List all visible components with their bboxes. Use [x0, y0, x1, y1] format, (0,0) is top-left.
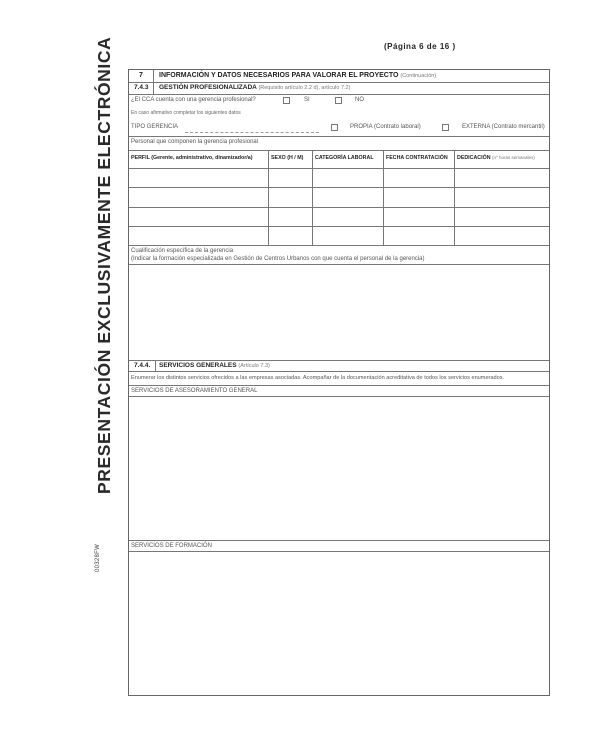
form-frame [128, 69, 550, 696]
propia-label: PROPIA (Contrato laboral) [350, 124, 421, 130]
section-743-number: 7.4.3 [134, 84, 149, 91]
no-checkbox[interactable] [335, 97, 342, 104]
table-row [129, 226, 549, 227]
gerencia-question: ¿El CCA cuenta con una gerencia profesional? [131, 97, 256, 103]
asesoramiento-label: SERVICIOS DE ASESORAMIENTO GENERAL [131, 388, 258, 394]
section-7-number: 7 [139, 72, 143, 79]
table-row [129, 207, 549, 208]
col-dedicacion-note: (nº horas semanales) [492, 155, 535, 160]
section-7-title-text: INFORMACIÓN Y DATOS NECESARIOS PARA VALORAR EL PROYECTO [159, 72, 399, 79]
section-744-number: 7.4.4. [134, 362, 151, 369]
cualificacion-note: (Indicar la formación especializada en Gestión de Centros Urbanos con que cuenta el personal de la gerencia) [131, 256, 425, 262]
col-sexo: SEXO (H / M) [271, 155, 304, 161]
tipo-gerencia-field[interactable] [185, 132, 319, 133]
no-label: NO [355, 97, 364, 103]
col-categoria: CATEGORÍA LABORAL [315, 155, 374, 161]
yes-label: SI [304, 97, 310, 103]
tipo-gerencia-label: TIPO GERENCIA [131, 124, 179, 130]
cualificacion-field[interactable] [129, 265, 549, 360]
side-title: PRESENTACIÓN EXCLUSIVAMENTE ELECTRÓNICA [94, 36, 114, 494]
col-dedicacion [457, 155, 535, 161]
externa-checkbox[interactable] [442, 124, 449, 131]
affirmative-note: En caso afirmativo completar los siguientes datos [131, 110, 241, 116]
personal-label: Personal que componen la gerencia profesional [131, 139, 259, 145]
table-row [129, 187, 549, 188]
section-7-title [159, 72, 436, 79]
page-number: (Página 6 de 16 ) [384, 42, 456, 51]
section-744-note: (Artículo 7.3) [238, 363, 270, 369]
section-743-title [159, 84, 350, 91]
col-dedicacion-text: DEDICACIÓN [457, 155, 491, 161]
form-code: 00328FW [95, 543, 101, 572]
asesoramiento-field[interactable] [129, 397, 549, 540]
cualificacion-label: Cualificación específica de la gerencia [131, 248, 234, 254]
formacion-field[interactable] [129, 552, 549, 695]
yes-checkbox[interactable] [283, 97, 290, 104]
section-743-note: (Requisito artículo 2.2 d), artículo 7.2) [258, 85, 351, 91]
externa-label: EXTERNA (Contrato mercantil) [462, 124, 545, 130]
col-perfil: PERFIL (Gerente, administrativo, dinamizador/a) [131, 155, 253, 161]
section-7-note: (Continuación) [400, 73, 437, 79]
col-fecha: FECHA CONTRATACIÓN [386, 155, 448, 161]
section-744-title-text: SERVICIOS GENERALES [159, 362, 237, 369]
formacion-label: SERVICIOS DE FORMACIÓN [131, 543, 212, 549]
table-row [129, 245, 549, 246]
servicios-instructions: Enumerar los distintos servicios ofrecidos a las empresas asociadas. Acompañar de la documentación acreditativa de todos los servicios enumerados. [131, 375, 505, 381]
section-743-title-text: GESTIÓN PROFESIONALIZADA [159, 84, 257, 91]
propia-checkbox[interactable] [331, 124, 338, 131]
section-744-title [159, 362, 270, 369]
